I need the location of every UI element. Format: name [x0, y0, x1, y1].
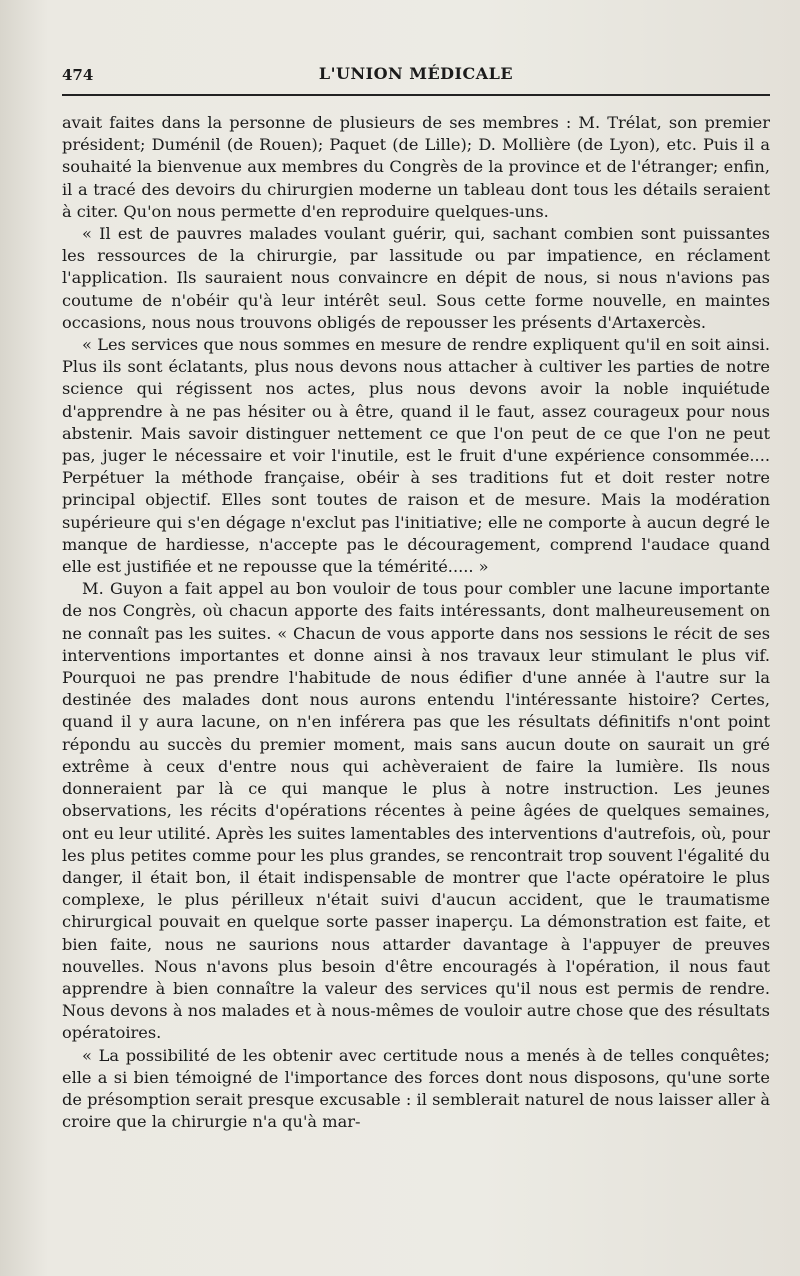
paragraph-quote-services: « Les services que nous sommes en mesure de rendre expliquent qu'il en soit ainsi. Plus ils sont éclatants, plus nous devons nous attacher à cultiver les parties de notre science qui régissent nos actes, plus nous devons avoir la noble inquiétude d'apprendre à ne pas hésiter ou à être, quand il le faut, assez courageux pour nous abstenir. Mais savoir distinguer nettement ce que l'on peut de ce que l'on ne peut pas, juger le nécessaire et voir l'inutile, est le fruit d'une expérience consommée.... Perpétuer la méthode française, obéir à ses traditions fut et doit rester notre principal objectif. Elles sont toutes de raison et de mesure. Mais la modération supérieure qui s'en dégage n'exclut pas l'initiative; elle ne comporte à aucun degré le manque de hardiesse, n'accepte pas le découragement, comprend l'audace quand elle est justifiée et ne repousse que la témérité..... » [62, 335, 770, 577]
paragraph-quote-patients: « Il est de pauvres malades voulant guérir, qui, sachant combien sont puissantes les ressources de la chirurgie, par lassitude ou par impatience, en réclament l'application. Ils sauraient nous convaincre en dépit de nous, si nous n'avions pas coutume de n'obéir qu'à leur intérêt seul. Sous cette forme nouvelle, en maintes occasions, nous nous trouvons obligés de repousser les présents d'Artaxercès. [62, 224, 770, 332]
paragraph-quote-possibility: « La possibilité de les obtenir avec certitude nous a menés à de telles conquêtes; elle a si bien témoigné de l'importance des forces dont nous disposons, qu'une sorte de présomption serait presque excusable : il semblerait naturel de nous laisser aller à croire que la chirurgie n'a qu'à mar- [62, 1045, 770, 1132]
header-rule [62, 94, 770, 96]
running-title: L'UNION MÉDICALE [318, 64, 514, 83]
page-number: 474 [62, 66, 94, 84]
paragraph-guyon-appeal: M. Guyon a fait appel au bon vouloir de tous pour combler une lacune importante de nos Congrès, où chacun apporte des faits intéressants, dont malheureusement on ne connaît pas les suites. « Chacun de vous apporte dans nos sessions le récit de ses interventions importantes et donne ainsi à nos travaux leur stimulant le plus vif. Pourquoi ne pas prendre l'habitude de nous édifier d'une année à l'autre sur la destinée des malades dont nous aurons entendu l'intéressante histoire? Certes, quand il y aura lacune, on n'en inférera pas que les résultats définitifs n'ont point répondu au succès du premier moment, mais sans aucun doute on saurait un gré extrême à ceux d'entre nous qui achèveraient de faire la lumière. Ils nous donneraient par là ce qui manque le plus à notre instruction. Les jeunes observations, les récits d'opérations récentes à peine âgées de quelques semaines, ont eu leur utilité. Après les suites lamentables des interventions d'autrefois, où, pour les plus petites comme pour les plus grandes, se rencontrait trop souvent l'égalité du danger, il était bon, il était indispensable de montrer que l'acte opératoire le plus complexe, le plus périlleux n'était suivi d'aucun accident, que le traumatisme chirurgical pouvait en quelque sorte passer inaperçu. La démonstration est faite, et bien faite, nous ne saurions nous attarder davantage à l'appuyer de preuves nouvelles. Nous n'avons plus besoin d'être encouragés à l'opération, il nous faut apprendre à bien connaître la valeur des services qu'il nous est permis de rendre. Nous devons à nos malades et à nous-mêmes de vouloir autre chose que des résultats opératoires. [62, 579, 770, 1043]
article-body [62, 94, 770, 1133]
paragraph-continued: avait faites dans la personne de plusieurs de ses membres : M. Trélat, son premier président; Duménil (de Rouen); Paquet (de Lille); D. Mollière (de Lyon), etc. Puis il a souhaité la bienvenue aux membres du Congrès de la province et de l'étranger; enfin, il a tracé des devoirs du chirurgien moderne un tableau dont tous les détails seraient à citer. Qu'on nous permette d'en reproduire quelques-uns. [62, 113, 770, 221]
page-header [62, 58, 770, 94]
